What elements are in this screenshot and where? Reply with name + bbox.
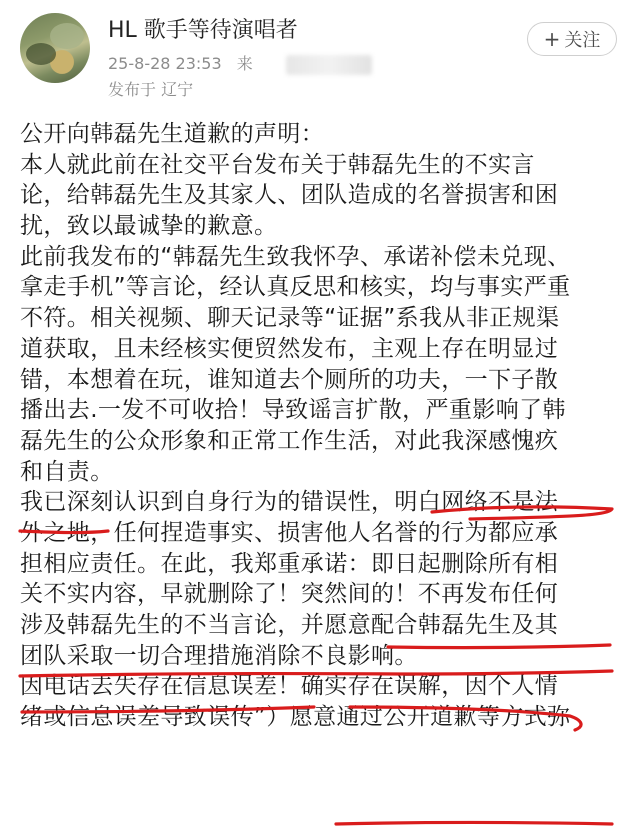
body-line: 扰，致以最诚挚的歉意。 xyxy=(20,213,278,240)
body-line: 团队采取一切合理措施消除不良影响。 xyxy=(20,642,418,669)
redacted-source xyxy=(286,55,372,75)
body-line: 关不实内容，早就删除了！突然间的！不再发布任何 xyxy=(20,581,559,608)
follow-button[interactable] xyxy=(527,22,617,56)
body-line: 因电话去失存在信息误差！确实存在误解，因个人情 xyxy=(20,673,559,700)
avatar-photo-shape xyxy=(50,23,84,49)
body-line: 道获取，且未经核实便贸然发布，主观上存在明显过 xyxy=(20,335,559,362)
body-line: 外之地，任何捏造事实、损害他人名誉的行为都应承 xyxy=(20,519,559,546)
underline-mark xyxy=(336,823,612,825)
body-line: 公开向韩磊先生道歉的声明： xyxy=(20,121,325,147)
author-name[interactable]: HL 歌手等待演唱者 xyxy=(108,18,298,43)
follow-label: 关注 xyxy=(564,30,601,51)
body-line: 绪或信息误差导致误传”）愿意通过公开道歉等方式弥 xyxy=(20,704,571,731)
post-meta xyxy=(108,53,253,75)
body-line: 担相应责任。在此，我郑重承诺：即日起删除所有相 xyxy=(20,550,559,577)
author-avatar[interactable] xyxy=(20,13,90,83)
post-location: 发布于 辽宁 xyxy=(108,80,194,99)
post-source-prefix: 来 xyxy=(236,54,253,73)
body-line: 论，给韩磊先生及其家人、团队造成的名誉损害和困 xyxy=(20,182,559,209)
body-line: 拿走手机”等言论，经认真反思和核实，均与事实严重 xyxy=(20,274,571,301)
body-line: 我已深刻认识到自身行为的错误性，明白网络不是法 xyxy=(20,489,559,516)
body-line: 和自责。 xyxy=(20,458,114,485)
body-line: 磊先生的公众形象和正常工作生活，对此我深感愧疚 xyxy=(20,427,559,454)
post-timestamp: 25-8-28 23:53 xyxy=(108,54,222,73)
post-header xyxy=(0,0,640,110)
body-line: 错，本想着在玩，谁知道去个厕所的功夫，一下子散 xyxy=(20,366,559,393)
body-line: 播出去.一发不可收拾！导致谣言扩散，严重影响了韩 xyxy=(20,397,566,424)
plus-icon: + xyxy=(543,27,561,51)
body-line: 此前我发布的“韩磊先生致我怀孕、承诺补偿未兑现、 xyxy=(20,243,571,270)
post-body xyxy=(20,119,626,733)
body-line: 涉及韩磊先生的不当言论，并愿意配合韩磊先生及其 xyxy=(20,612,559,638)
body-line: 不符。相关视频、聊天记录等“证据”系我从非正规渠 xyxy=(20,305,560,332)
body-line: 本人就此前在社交平台发布关于韩磊先生的不实言 xyxy=(20,151,535,178)
avatar-photo-shape xyxy=(26,43,56,65)
